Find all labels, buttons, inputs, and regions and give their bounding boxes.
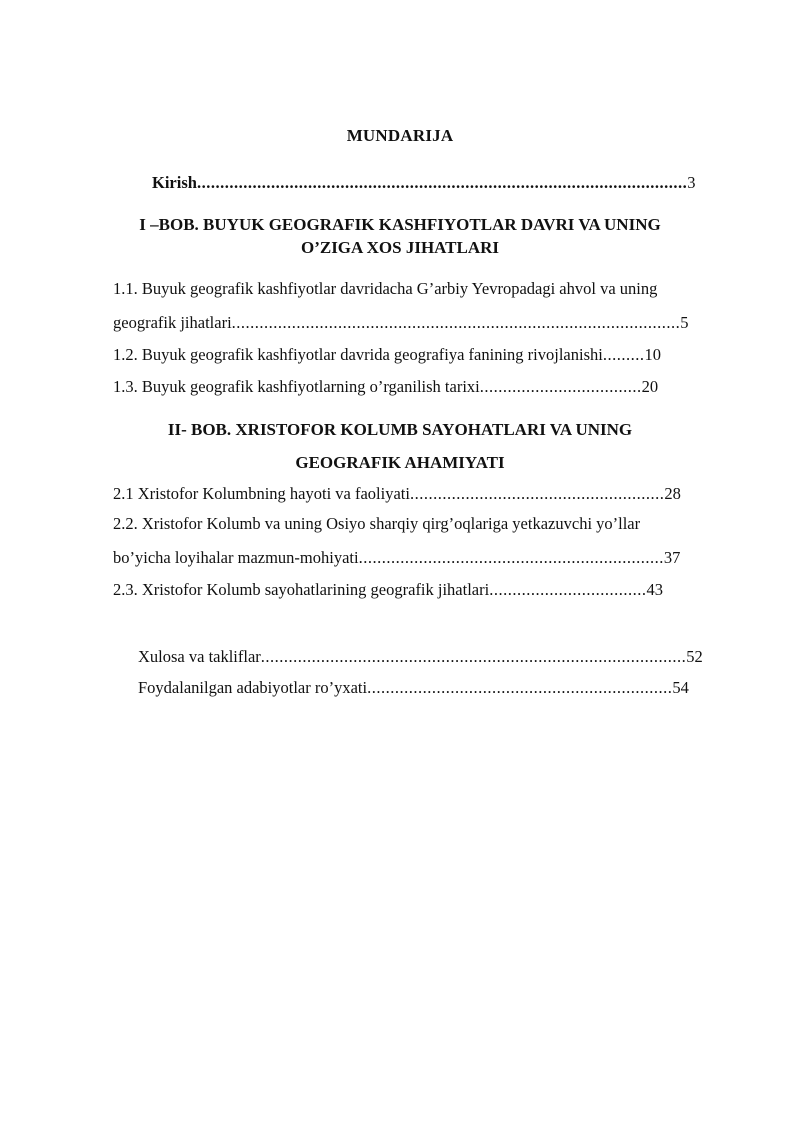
toc-entry-label: bo’yicha loyihalar mazmun-mohiyati — [113, 548, 359, 567]
toc-leader-dots: .................................................................. — [358, 548, 664, 567]
toc-entry-2-2-line-2 — [113, 547, 680, 569]
toc-entry-1-1-line-2 — [113, 312, 689, 334]
toc-entry-2-3 — [113, 579, 663, 601]
toc-page-number: 28 — [664, 484, 681, 503]
toc-entry-1-3 — [113, 376, 658, 398]
toc-leader-dots: .......................................................................................................... — [196, 173, 688, 192]
toc-page-number: 5 — [680, 313, 689, 332]
toc-page-number: 52 — [686, 647, 703, 666]
toc-entry-label: Foydalanilgan adabiyotlar ro’yxati — [138, 678, 368, 697]
toc-entry-2-1 — [113, 483, 681, 505]
toc-page-number: 20 — [641, 377, 659, 396]
toc-entry-label: geografik jihatlari — [113, 313, 232, 332]
toc-entry-references — [138, 677, 689, 699]
toc-leader-dots: ....................................................... — [409, 484, 665, 503]
toc-page-number: 54 — [672, 678, 689, 697]
toc-entry-1-1-line-1: 1.1. Buyuk geografik kashfiyotlar davridacha G’arbiy Yevropadagi ahvol va uning — [113, 279, 658, 298]
toc-entry-label: Xulosa va takliflar — [138, 647, 261, 666]
toc-leader-dots: .................................. — [489, 580, 647, 599]
toc-leader-dots: .................................................................. — [367, 678, 673, 697]
toc-leader-dots: ......... — [602, 345, 645, 364]
chapter-1-heading-line-2: O’ZIGA XOS JIHATLARI — [300, 238, 500, 257]
toc-entry-2-2-line-1: 2.2. Xristofor Kolumb va uning Osiyo sharqiy qirg’oqlariga yetkazuvchi yo’llar — [113, 514, 641, 533]
toc-entry-1-2 — [113, 344, 661, 366]
page-title: MUNDARIJA — [346, 126, 454, 145]
toc-leader-dots: ................................................................................................. — [231, 313, 681, 332]
toc-entry-label: 1.3. Buyuk geografik kashfiyotlarning o’rganilish tarixi — [113, 377, 480, 396]
toc-leader-dots: ............................................................................................ — [260, 647, 687, 666]
toc-entry-label: 2.1 Xristofor Kolumbning hayoti va faoliyati — [113, 484, 410, 503]
toc-page-number: 3 — [687, 173, 696, 192]
toc-entry-intro — [152, 172, 695, 194]
toc-entry-label: 1.2. Buyuk geografik kashfiyotlar davrida geografiya fanining rivojlanishi — [113, 345, 603, 364]
toc-entry-conclusion — [138, 646, 703, 668]
toc-page-number: 43 — [646, 580, 663, 599]
chapter-2-heading-line-1: II- BOB. XRISTOFOR KOLUMB SAYOHATLARI VA UNING — [167, 420, 633, 439]
chapter-2-heading-line-2: GEOGRAFIK AHAMIYATI — [295, 453, 505, 472]
chapter-1-heading-line-1: I –BOB. BUYUK GEOGRAFIK KASHFIYOTLAR DAVRI VA UNING — [139, 215, 661, 234]
toc-page-number: 10 — [644, 345, 661, 364]
toc-leader-dots: ................................... — [479, 377, 642, 396]
toc-page-number: 37 — [663, 548, 681, 567]
toc-entry-label: Kirish — [152, 173, 197, 192]
toc-entry-label: 2.3. Xristofor Kolumb sayohatlarining geografik jihatlari — [113, 580, 490, 599]
